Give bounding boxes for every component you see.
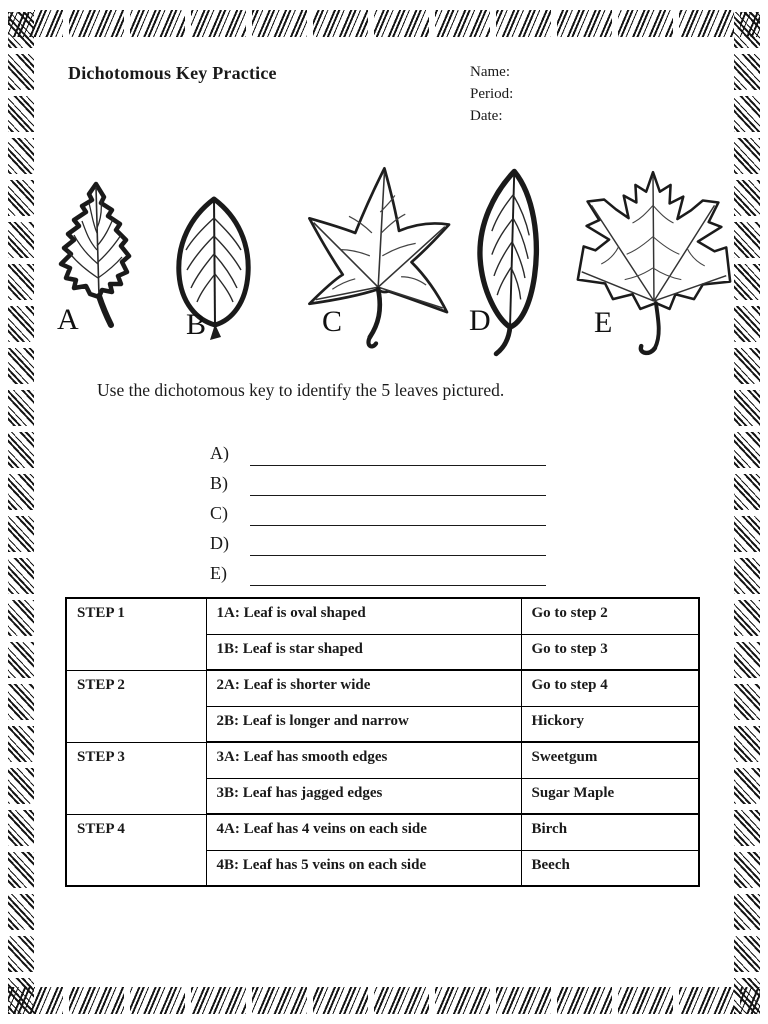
- option-1a-cell: 1A: Leaf is oval shaped: [206, 598, 521, 634]
- step-3-cell: STEP 3: [66, 742, 206, 814]
- instruction-text: Use the dichotomous key to identify the 5 leaves pictured.: [97, 380, 505, 400]
- option-2b-cell: 2B: Leaf is longer and narrow: [206, 706, 521, 742]
- result-2b-cell: Hickory: [521, 706, 699, 742]
- answer-letter-e: E): [210, 563, 227, 583]
- result-4a-cell: Birch: [521, 814, 699, 850]
- result-3a-cell: Sweetgum: [521, 742, 699, 778]
- leaf-b-label: B: [186, 308, 207, 341]
- date-label: Date:: [470, 108, 503, 124]
- result-2a-cell: Go to step 4: [521, 670, 699, 706]
- name-label: Name:: [470, 64, 510, 80]
- leaf-c-illustration: [290, 160, 458, 358]
- decorative-border-right: [734, 10, 760, 1014]
- table-row: [66, 814, 699, 850]
- result-1b-cell: Go to step 3: [521, 634, 699, 670]
- option-2a-cell: 2A: Leaf is shorter wide: [206, 670, 521, 706]
- answer-letter-a: A): [210, 443, 229, 463]
- option-4b-cell: 4B: Leaf has 5 veins on each side: [206, 850, 521, 886]
- dichotomous-key-table: [65, 597, 700, 887]
- step-1-cell: STEP 1: [66, 598, 206, 670]
- decorative-border-bottom: [8, 987, 760, 1014]
- step-2-cell: STEP 2: [66, 670, 206, 742]
- result-1a-cell: Go to step 2: [521, 598, 699, 634]
- answer-blank-a[interactable]: [250, 441, 546, 466]
- result-4b-cell: Beech: [521, 850, 699, 886]
- option-3a-cell: 3A: Leaf has smooth edges: [206, 742, 521, 778]
- leaf-c-label: C: [322, 305, 343, 338]
- answer-blank-d[interactable]: [250, 531, 546, 556]
- sweetgum-leaf-drawing: [290, 160, 458, 358]
- beech-leaf-drawing: [165, 190, 263, 340]
- answer-row-b: [210, 466, 546, 496]
- page-title: Dichotomous Key Practice: [68, 63, 277, 83]
- leaf-a-label: A: [57, 303, 79, 336]
- answer-row-e: [210, 556, 546, 586]
- leaf-b-illustration: [165, 190, 263, 340]
- answer-row-a: [210, 436, 546, 466]
- leaf-e-label: E: [594, 306, 613, 339]
- decorative-border-top: [8, 10, 760, 37]
- answer-letter-b: B): [210, 473, 228, 493]
- period-label: Period:: [470, 86, 514, 102]
- answer-row-d: [210, 526, 546, 556]
- answer-list: [210, 436, 546, 586]
- answer-blank-c[interactable]: [250, 501, 546, 526]
- answer-blank-b[interactable]: [250, 471, 546, 496]
- table-row: [66, 742, 699, 778]
- result-3b-cell: Sugar Maple: [521, 778, 699, 814]
- table-row: [66, 670, 699, 706]
- answer-letter-d: D): [210, 533, 229, 553]
- option-3b-cell: 3B: Leaf has jagged edges: [206, 778, 521, 814]
- option-1b-cell: 1B: Leaf is star shaped: [206, 634, 521, 670]
- step-4-cell: STEP 4: [66, 814, 206, 886]
- student-id-block: [470, 61, 513, 127]
- answer-row-c: [210, 496, 546, 526]
- leaf-d-label: D: [469, 304, 491, 337]
- table-row: [66, 598, 699, 634]
- answer-letter-c: C): [210, 503, 228, 523]
- option-4a-cell: 4A: Leaf has 4 veins on each side: [206, 814, 521, 850]
- decorative-border-left: [8, 10, 34, 1014]
- answer-blank-e[interactable]: [250, 561, 546, 586]
